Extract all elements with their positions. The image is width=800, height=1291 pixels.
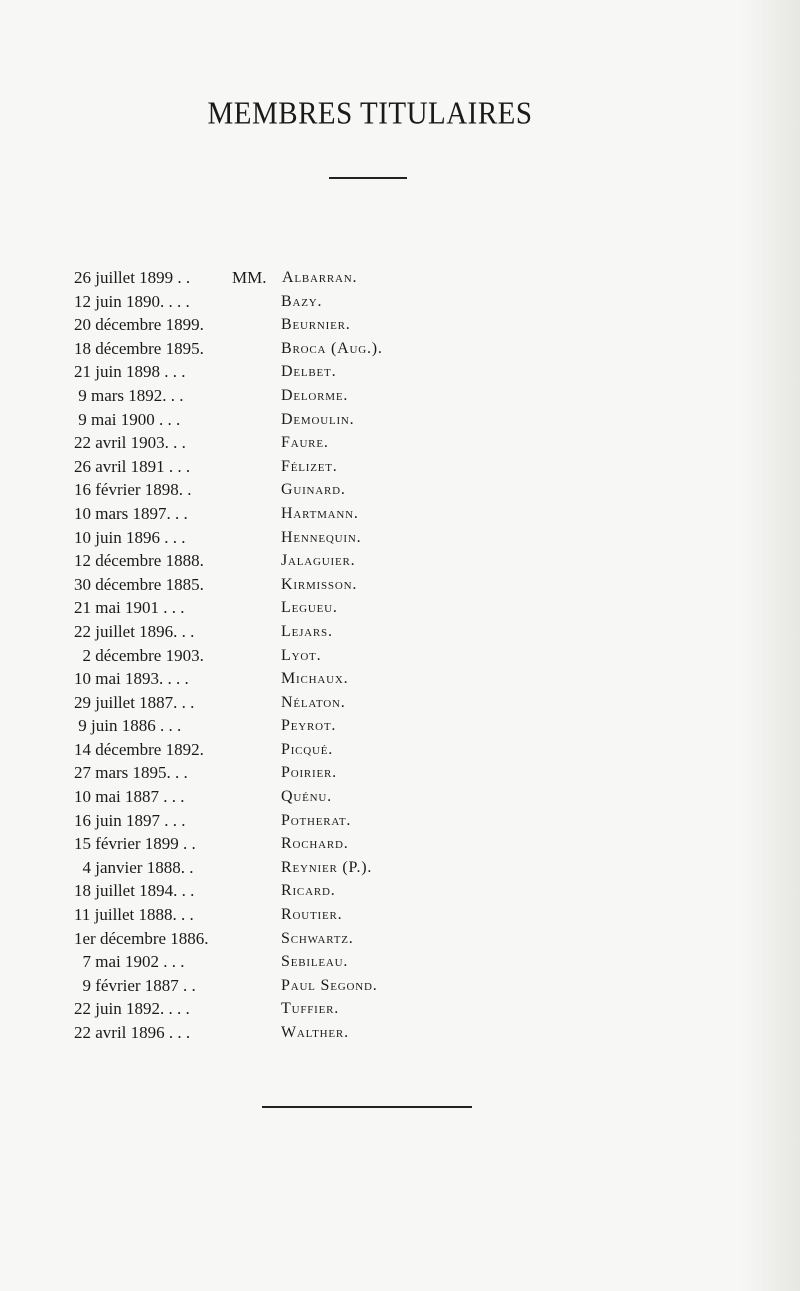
member-name: Picqué. <box>281 740 334 758</box>
members-list <box>74 266 474 1045</box>
member-name: Potherat. <box>281 811 352 829</box>
member-name: Broca (Aug.). <box>281 339 383 357</box>
list-item <box>74 455 474 479</box>
member-date: 30 décembre 1885. <box>74 574 204 594</box>
page-edge-shadow <box>740 0 800 1291</box>
member-date: 26 juillet 1899 . . <box>74 268 191 287</box>
list-item <box>74 832 474 856</box>
member-name: Jalaguier. <box>281 552 356 570</box>
list-item <box>74 266 474 290</box>
member-name: Nélaton. <box>281 693 346 711</box>
member-name: Hennequin. <box>281 528 362 546</box>
list-item <box>74 360 474 384</box>
member-date: 22 juin 1892. . . . <box>74 999 190 1019</box>
list-item <box>74 337 474 361</box>
member-name: Lyot. <box>281 646 322 664</box>
member-name: Hartmann. <box>281 504 359 522</box>
member-date: 12 décembre 1888. <box>74 551 204 571</box>
member-date: 10 mars 1897. . . <box>74 503 188 523</box>
list-item <box>74 620 474 644</box>
member-date: 10 mai 1893. . . . <box>74 669 189 689</box>
member-name: Paul Segond. <box>281 976 378 994</box>
member-name: Tuffier. <box>281 1000 340 1018</box>
list-item <box>74 879 474 903</box>
list-item <box>74 644 474 668</box>
member-date: 20 décembre 1899. <box>74 315 204 335</box>
list-item <box>74 809 474 833</box>
list-item <box>74 549 474 573</box>
list-item <box>74 573 474 597</box>
member-name: Quénu. <box>281 788 332 806</box>
list-item <box>74 738 474 762</box>
member-date: 7 mai 1902 . . . <box>74 952 185 972</box>
list-item <box>74 974 474 998</box>
member-name: Routier. <box>281 906 343 924</box>
title-divider <box>329 177 407 179</box>
member-date: 22 juillet 1896. . . <box>74 621 195 641</box>
honorific-label: MM. <box>232 268 267 287</box>
member-date: 10 mai 1887 . . . <box>74 787 185 807</box>
member-date: 9 mai 1900 . . . <box>74 409 181 429</box>
list-item <box>74 761 474 785</box>
member-date: 14 décembre 1892. <box>74 739 204 759</box>
member-date: 16 février 1898. . <box>74 480 192 500</box>
member-date: 16 juin 1897 . . . <box>74 810 186 830</box>
member-date: 18 décembre 1895. <box>74 338 204 358</box>
bottom-divider <box>262 1106 472 1108</box>
list-item <box>74 313 474 337</box>
member-name: Ricard. <box>281 882 336 900</box>
member-date: 22 avril 1903. . . <box>74 433 186 453</box>
member-date: 18 juillet 1894. . . <box>74 881 195 901</box>
list-item <box>74 384 474 408</box>
member-date: 27 mars 1895. . . <box>74 763 188 783</box>
member-date: 9 mars 1892. . . <box>74 385 184 405</box>
list-item <box>74 431 474 455</box>
list-item <box>74 667 474 691</box>
member-name: Delbet. <box>281 363 337 381</box>
member-date: 1er décembre 1886. <box>74 928 209 948</box>
member-date: 2 décembre 1903. <box>74 645 204 665</box>
member-date: 21 mai 1901 . . . <box>74 598 185 618</box>
member-date: 9 février 1887 . . <box>74 975 196 995</box>
member-date: 10 juin 1896 . . . <box>74 527 186 547</box>
member-name: Legueu. <box>281 599 338 617</box>
member-name: Demoulin. <box>281 410 355 428</box>
list-item <box>74 997 474 1021</box>
list-item <box>74 526 474 550</box>
member-name: Kirmisson. <box>281 575 358 593</box>
member-date: 15 février 1899 . . <box>74 834 196 854</box>
member-name: Schwartz. <box>281 929 354 947</box>
member-name: Delorme. <box>281 386 349 404</box>
member-name: Lejars. <box>281 622 333 640</box>
list-item <box>74 856 474 880</box>
member-date: 22 avril 1896 . . . <box>74 1023 191 1042</box>
member-date: 12 juin 1890. . . . <box>74 291 190 311</box>
member-date: 29 juillet 1887. . . <box>74 692 195 712</box>
member-date: 9 juin 1886 . . . <box>74 716 182 736</box>
list-item <box>74 691 474 715</box>
member-name: Reynier (P.). <box>281 858 373 876</box>
member-date: 21 juin 1898 . . . <box>74 362 186 382</box>
list-item <box>74 714 474 738</box>
list-item <box>74 785 474 809</box>
list-item <box>74 927 474 951</box>
member-name: Sebileau. <box>281 953 349 971</box>
list-item <box>74 950 474 974</box>
list-item <box>74 596 474 620</box>
page-title: MEMBRES TITULAIRES <box>207 96 533 132</box>
member-name: Walther. <box>281 1024 349 1041</box>
member-name: Bazy. <box>281 292 323 310</box>
list-item <box>74 502 474 526</box>
member-name: Michaux. <box>281 670 349 688</box>
member-name: Félizet. <box>281 457 338 475</box>
list-item <box>74 478 474 502</box>
member-name: Beurnier. <box>281 316 351 334</box>
list-item <box>74 290 474 314</box>
list-item <box>74 903 474 927</box>
member-name: Peyrot. <box>281 717 337 735</box>
list-item <box>74 408 474 432</box>
list-item <box>74 1021 474 1045</box>
member-date: 4 janvier 1888. . <box>74 857 194 877</box>
member-date: 11 juillet 1888. . . <box>74 905 194 925</box>
member-name: Faure. <box>281 434 329 452</box>
member-date: 26 avril 1891 . . . <box>74 456 191 476</box>
member-name: Guinard. <box>281 481 346 499</box>
member-name: Rochard. <box>281 835 349 853</box>
member-name: Albarran. <box>282 269 358 286</box>
member-name: Poirier. <box>281 764 337 782</box>
